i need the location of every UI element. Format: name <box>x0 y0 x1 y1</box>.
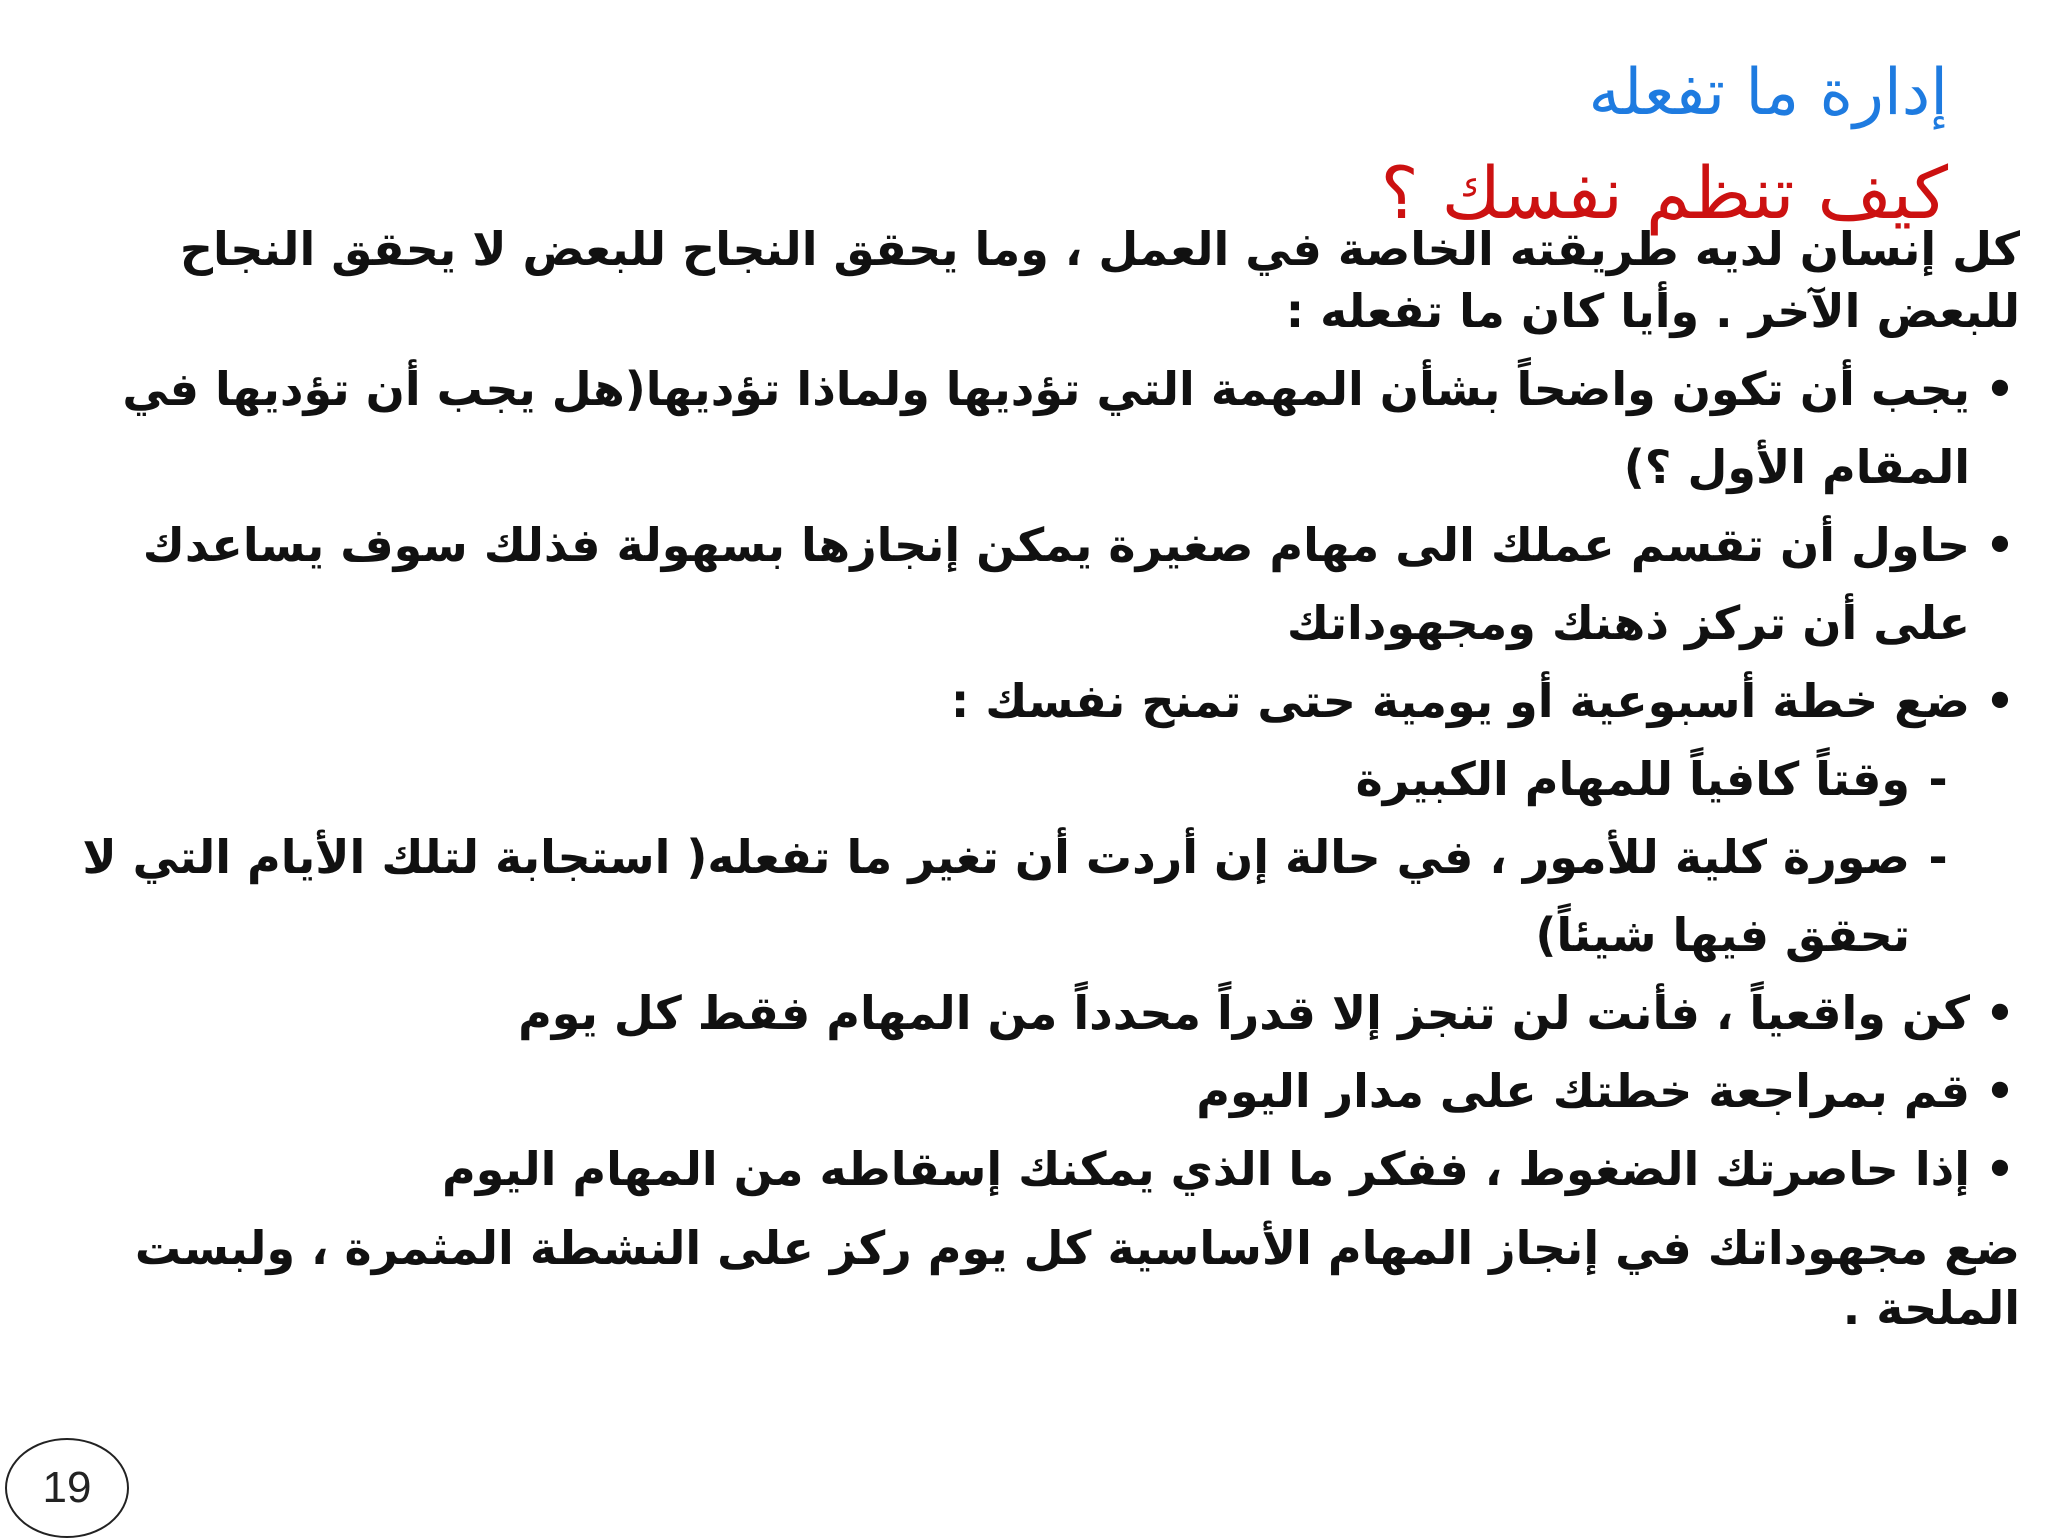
bullet-item <box>30 1130 2020 1208</box>
slide-title: إدارة ما تفعله <box>1588 56 1948 130</box>
bullet-dot-icon: • <box>1985 1142 2015 1196</box>
bullet-item <box>30 662 2020 740</box>
bullet-dot-icon: • <box>1985 518 2015 572</box>
bullet-dot-icon: • <box>1985 362 2015 416</box>
bullet-text: يجب أن تكون واضحاً بشأن المهمة التي تؤديها ولماذا تؤديها(هل يجب أن تؤديها في المقام الأول ؟) <box>122 362 1970 494</box>
bullet-item <box>30 506 2020 662</box>
intro-paragraph: كل إنسان لديه طريقته الخاصة في العمل ، وما يحقق النجاح للبعض لا يحقق النجاح للبعض الآخر . وأيا كان ما تفعله : <box>179 222 2020 338</box>
bullet-text: ضع خطة أسبوعية أو يومية حتى تمنح نفسك : <box>950 674 1970 728</box>
bullet-dot-icon: • <box>1985 986 2015 1040</box>
bullet-item <box>30 1052 2020 1130</box>
page-number-badge: 19 <box>5 1438 129 1538</box>
slide-subtitle: كيف تنظم نفسك ؟ <box>1380 151 1948 235</box>
bullet-text: إذا حاصرتك الضغوط ، ففكر ما الذي يمكنك إسقاطه من المهام اليوم <box>442 1142 1970 1196</box>
bullet-text: كن واقعياً ، فأنت لن تنجز إلا قدراً محدداً من المهام فقط كل يوم <box>518 986 1970 1040</box>
bullet-item <box>30 974 2020 1052</box>
sub-item <box>30 818 2020 974</box>
bullet-list-continued <box>30 974 2020 1208</box>
bullet-text: قم بمراجعة خطتك على مدار اليوم <box>1196 1064 1970 1118</box>
bullet-text: حاول أن تقسم عملك الى مهام صغيرة يمكن إنجازها بسهولة فذلك سوف يساعدك على أن تركز ذهنك ومجهوداتك <box>142 518 1970 650</box>
bullet-item <box>30 350 2020 506</box>
bullet-list <box>30 350 2020 740</box>
sub-item-text: صورة كلية للأمور ، في حالة إن أردت أن تغير ما تفعله( استجابة لتلك الأيام التي لا تحقق فيها شيئاً) <box>82 830 1910 962</box>
closing-paragraph: ضع مجهوداتك في إنجاز المهام الأساسية كل يوم ركز على النشطة المثمرة ، ولبست الملحة . <box>134 1221 2020 1335</box>
slide-body <box>30 218 2020 1338</box>
sub-item-text: وقتاً كافياً للمهام الكبيرة <box>1355 752 1910 806</box>
dash-icon: - <box>1928 830 1948 884</box>
bullet-dot-icon: • <box>1985 1064 2015 1118</box>
dash-icon: - <box>1928 752 1948 806</box>
sub-item <box>30 740 2020 818</box>
bullet-dot-icon: • <box>1985 674 2015 728</box>
